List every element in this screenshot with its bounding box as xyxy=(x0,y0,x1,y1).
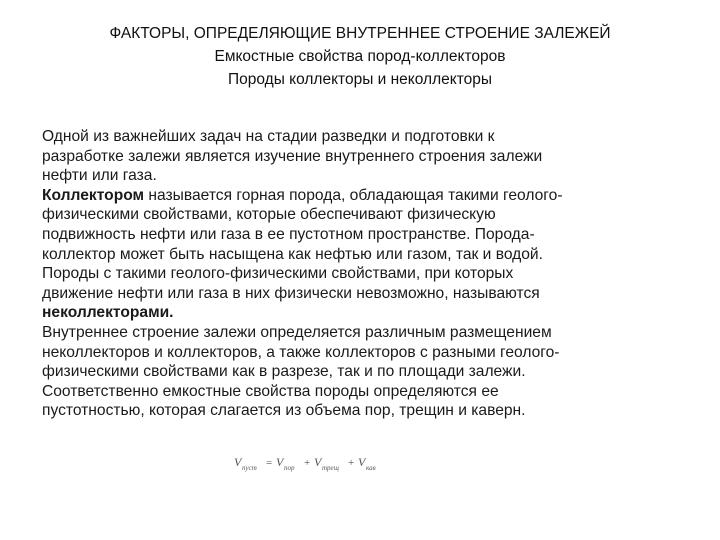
text-line: движение нефти или газа в них физически невозможно, называются xyxy=(42,284,540,302)
formula-plus: + xyxy=(348,457,355,469)
paragraph-porosity xyxy=(42,382,682,421)
subtitle-capacitive: Емкостные свойства пород-коллекторов xyxy=(214,48,506,65)
paragraph-intro xyxy=(42,127,682,186)
text-line: разработке залежи является изучение внутреннего строения залежи xyxy=(42,147,543,165)
page-title: ФАКТОРЫ, ОПРЕДЕЛЯЮЩИЕ ВНУТРЕННЕЕ СТРОЕНИЕ ЗАЛЕЖЕЙ xyxy=(109,25,611,42)
text-line: Одной из важнейших задач на стадии разведки и подготовки к xyxy=(42,128,495,145)
text-line: физическими свойствами как в разрезе, так и по площади залежи. xyxy=(42,363,526,381)
text-line: пустотностью, которая слагается из объема пор, трещин и каверн. xyxy=(42,402,526,420)
text-line: физическими свойствами, которые обеспечивают физическую xyxy=(42,206,496,224)
text-line: коллектор может быть насыщена как нефтью или газом, так и водой. xyxy=(42,245,543,263)
formula-equals: = xyxy=(266,457,273,469)
formula-term-caverns-sub: кав xyxy=(366,464,376,472)
text-fragment: называется горная порода, обладающая такими геолого- xyxy=(144,186,563,204)
formula-term-caverns: V xyxy=(358,455,366,469)
subtitle-reservoir-rocks: Породы коллекторы и неколлекторы xyxy=(227,71,492,88)
paragraph-collector-definition xyxy=(42,186,682,264)
porosity-formula xyxy=(232,452,404,474)
formula-term-fractures: V xyxy=(314,455,322,469)
term-noncollectors: неколлекторами. xyxy=(42,304,174,322)
text-line: подвижность нефти или газа в ее пустотном пространстве. Порода- xyxy=(42,225,535,243)
term-collector: Коллектором xyxy=(42,186,145,204)
text-line: неколлекторов и коллекторов, а также коллекторов с разными геолого- xyxy=(42,343,560,361)
formula-term-pores: V xyxy=(276,455,284,469)
paragraph-noncollector-definition xyxy=(42,264,682,323)
text-line: нефти или газа. xyxy=(42,167,157,185)
formula-lhs-sub: пуст xyxy=(242,464,257,472)
text-line: Внутреннее строение залежи определяется различным размещением xyxy=(42,323,552,341)
text-line: Породы с такими геолого-физическими свойствами, при которых xyxy=(42,265,514,283)
formula-term-fractures-sub: трещ xyxy=(322,464,339,472)
slide-header xyxy=(40,22,680,91)
formula-term-pores-sub: пор xyxy=(284,464,295,472)
text-line xyxy=(42,186,682,206)
formula-plus: + xyxy=(304,457,311,469)
paragraph-internal-structure xyxy=(42,323,682,382)
body-text xyxy=(42,127,682,421)
text-line: Соответственно емкостные свойства породы определяются ее xyxy=(42,382,499,400)
formula-lhs: V xyxy=(234,455,242,469)
